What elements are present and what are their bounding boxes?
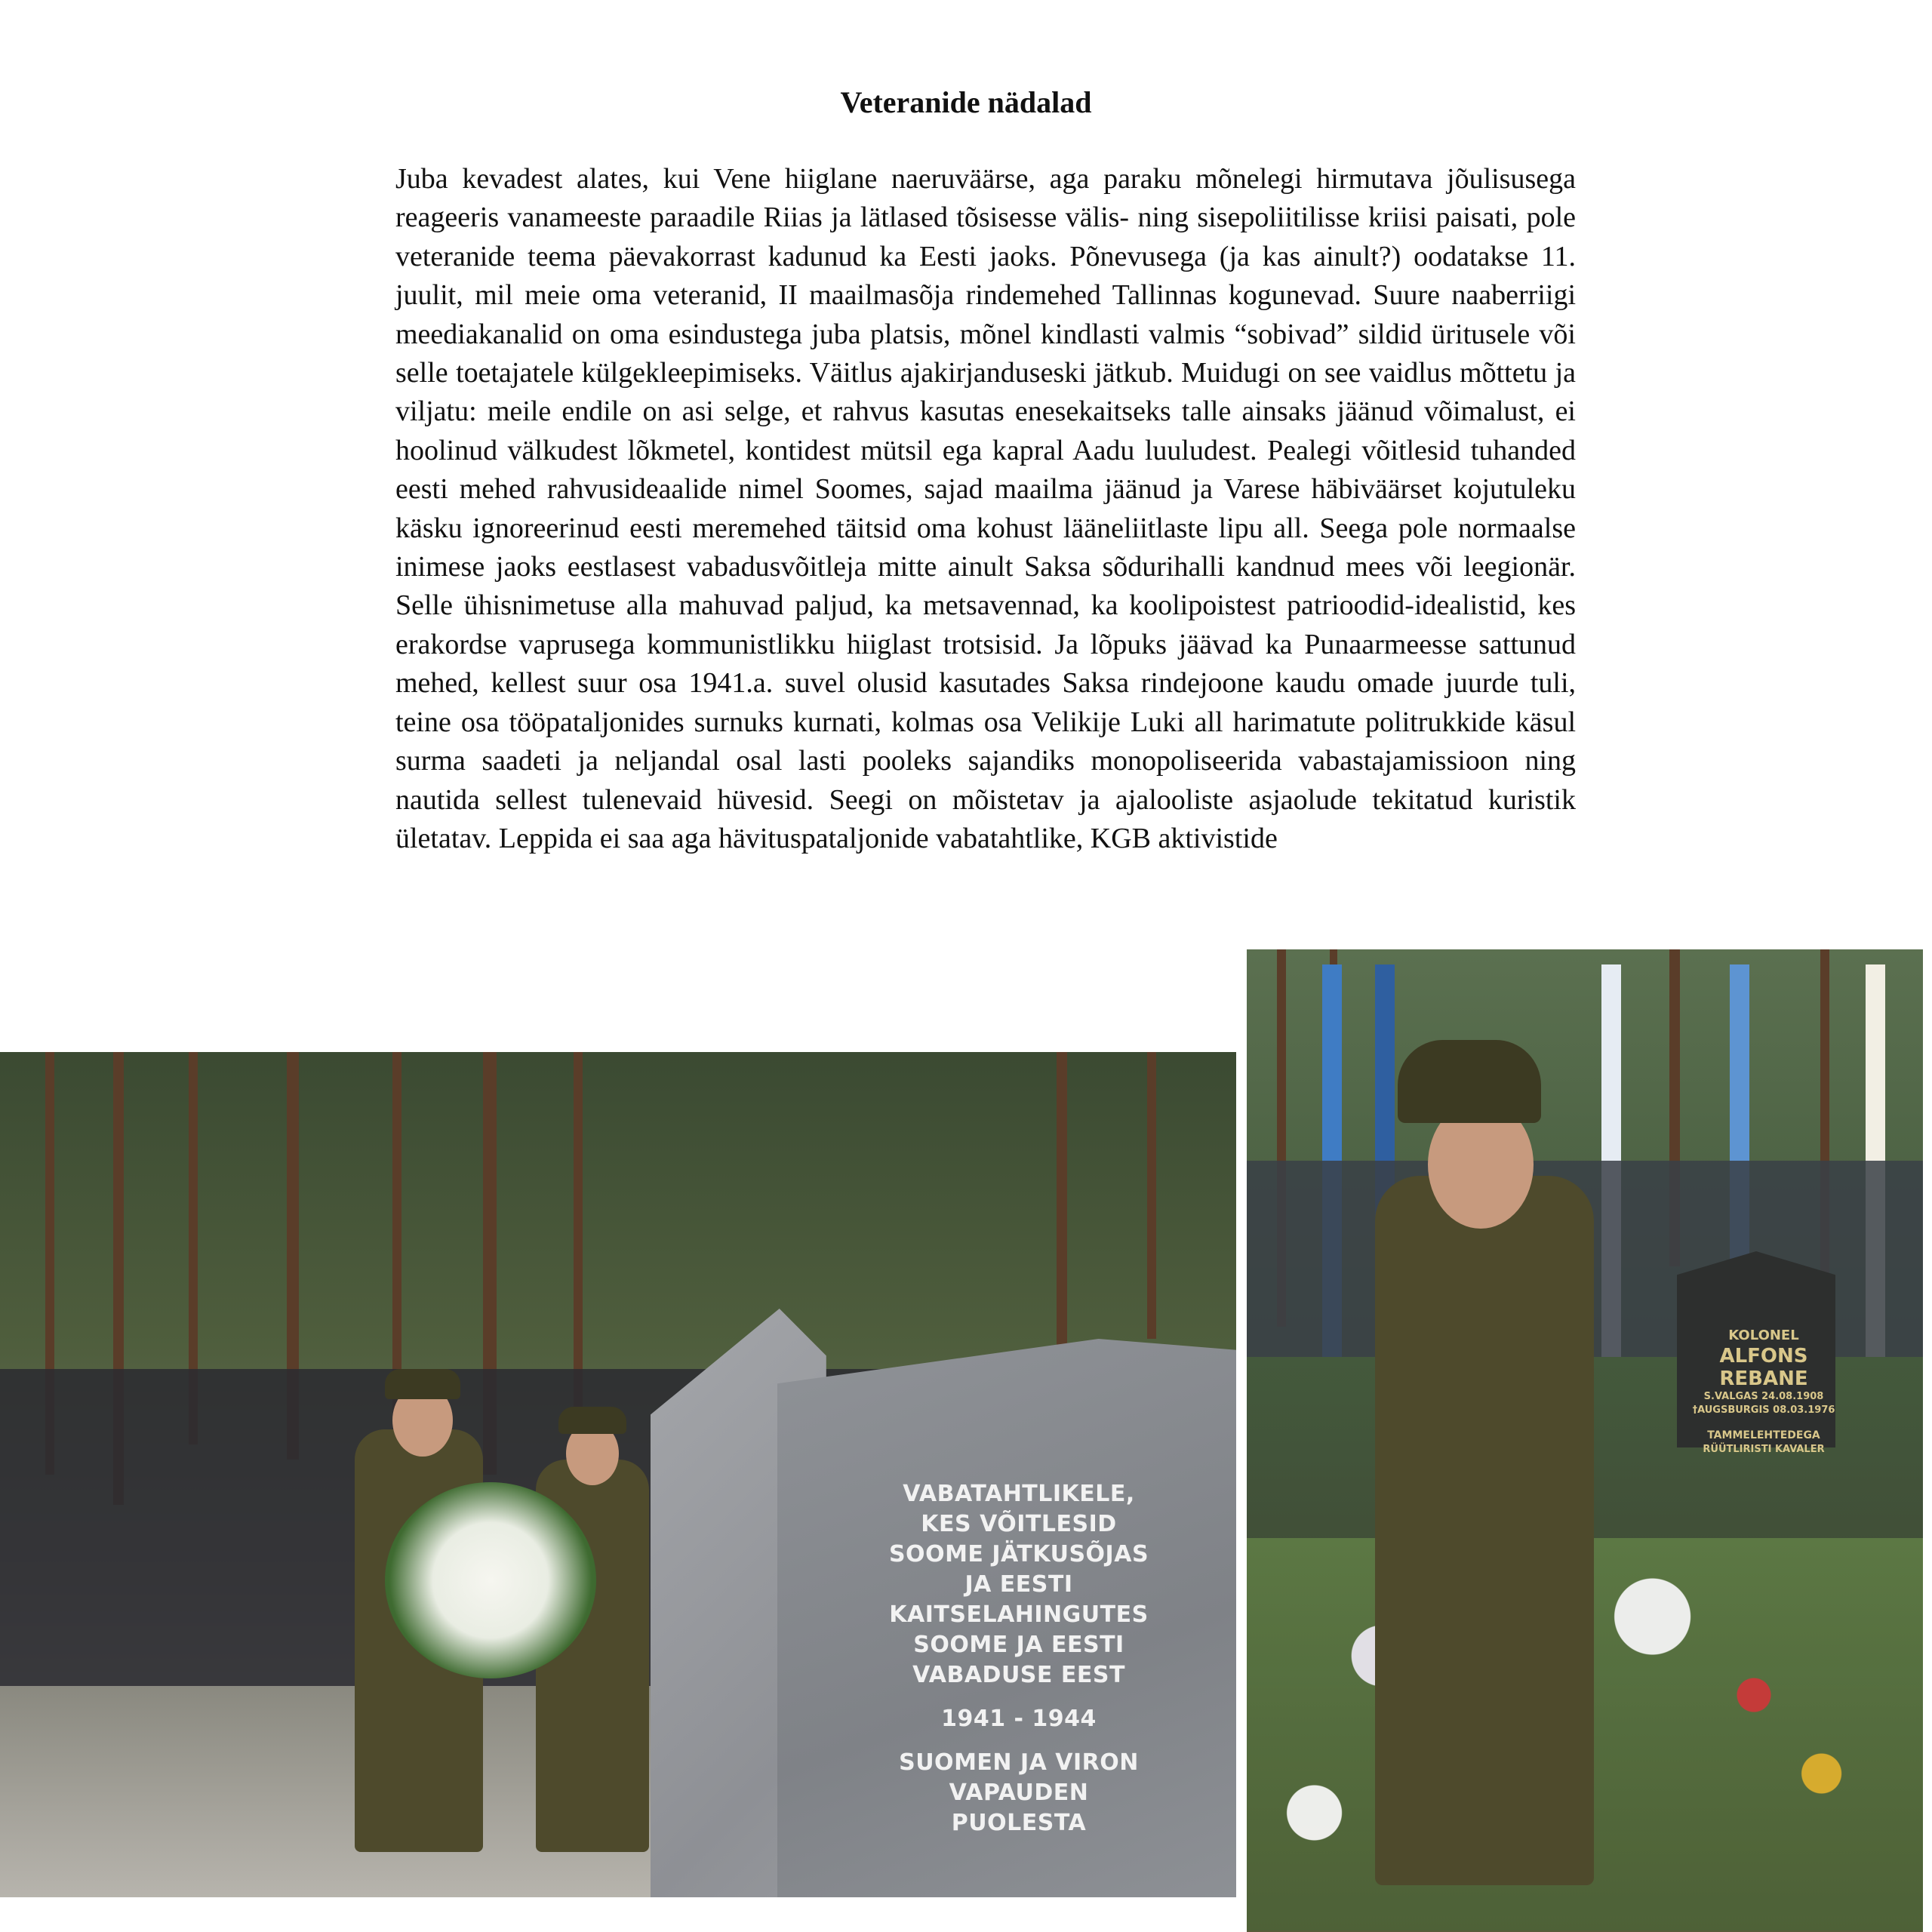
tree-trunk xyxy=(1147,1052,1156,1339)
officer-right-cap xyxy=(558,1407,626,1434)
gravestone-name: ALFONS REBANE xyxy=(1719,1345,1808,1390)
inscription-line: SOOME JA EESTI xyxy=(913,1632,1124,1658)
gravestone-bottom-line: RÜÜTLIRISTI KAVALER xyxy=(1703,1444,1825,1455)
tree-trunk xyxy=(574,1052,583,1414)
monument-inscription xyxy=(860,1479,1177,1838)
document-title: Veteranide nädalad xyxy=(840,85,1092,119)
inscription-line: KAITSELAHINGUTES xyxy=(889,1601,1149,1628)
wreath xyxy=(385,1482,596,1678)
inscription-line: VABADUSE EEST xyxy=(912,1662,1125,1688)
officer-speaking xyxy=(1375,1176,1594,1885)
body-paragraph: Juba kevadest alates, kui Vene hiiglane naeruväärse, aga paraku mõnelegi hirmutava jõulisusega reageeris vanameeste paraadile Riias ja lätlased tõsisesse välis- ning sisepoliitilisse kriisi paisati, pole veteranide teema päevakorrast kadunud ka Eesti jaoks. Põnevusega (ja kas ainult?) oodatakse 11. juulit, mil meie oma veteranid, II maailmasõja rindemehed Tallinnas kogunevad. Suure naaberriigi meediakanalid on oma esindustega juba platsis, mõnel kindlasti valmis “sobivad” sildid üritusele või selle toetajatele külgekleepimiseks. Väitlus ajakirjanduseski jätkub. Muidugi on see vaidlus mõttetu ja viljatu: meile endile on asi selge, et rahvus kasutas enesekaitseks talle ainsaks jäänud võimalust, ei hoolinud välkudest lõkmetel, kontidest mütsil ega kapral Aadu luuludest. Pealegi võitlesid tuhanded eesti mehed rahvusideaalide nimel Soomes, sajad maailma jäänud ja Varese häbiväärset kojutuleku käsku ignoreerinud eesti meremehed täitsid oma kohust lääneliitlaste lipu all. Seega pole normaalse inimese jaoks eestlasest vabadusvõitleja mitte ainult Saksa sõdurihalli kandnud mees või leegionär. Selle ühisnimetuse alla mahuvad paljud, ka metsavennad, ka koolipoistest patrioodid-idealistid, kes erakordse vaprusega kommunistlikku hiiglast trotsisid. Ja lõpuks jäävad ka Punaarmeesse sattunud mehed, kellest suur osa 1941.a. suvel olusid kasutades Saksa rindejoone kaudu omade juurde tuli, teine osa tööpataljonides surnuks kurnati, kolmas osa Velikije Luki all harimatute politrukkide käsul surma saadeti ja neljandal osal lasti pooleks sajandiks monopoliseerida vabastajamissioon ning nautida sellest tulenevaid hüvesid. Seegi on mõistetav ja ajalooliste asjaolude tekitatud kuristik ületatav. Leppida ei saa aga hävituspataljonide vabatahtlike, KGB aktivistide xyxy=(395,163,1576,854)
inscription-line: JA EESTI xyxy=(964,1571,1073,1598)
inscription-years: 1941 - 1944 xyxy=(941,1706,1097,1732)
gravestone-text xyxy=(1677,1327,1850,1457)
officer-left-cap xyxy=(385,1369,460,1399)
gravestone-death: †AUGSBURGIS 08.03.1976 xyxy=(1692,1404,1835,1416)
tree-trunk xyxy=(1057,1052,1067,1354)
gravestone-bottom-line: TAMMELEHTEDEGA xyxy=(1707,1429,1820,1441)
inscription-line: SOOME JÄTKUSÕJAS xyxy=(888,1541,1149,1567)
officer-speaking-cap xyxy=(1398,1040,1541,1123)
inscription-line: KES VÕITLESID xyxy=(921,1511,1117,1537)
inscription-finnish-line: PUOLESTA xyxy=(951,1810,1087,1836)
gravestone-rank: KOLONEL xyxy=(1728,1327,1799,1343)
inscription-line: VABATAHTLIKELE, xyxy=(903,1481,1135,1507)
inscription-finnish-line: SUOMEN JA VIRON xyxy=(899,1749,1139,1776)
inscription-finnish-line: VAPAUDEN xyxy=(949,1780,1089,1806)
gravestone-birth: S.VALGAS 24.08.1908 xyxy=(1703,1391,1824,1402)
